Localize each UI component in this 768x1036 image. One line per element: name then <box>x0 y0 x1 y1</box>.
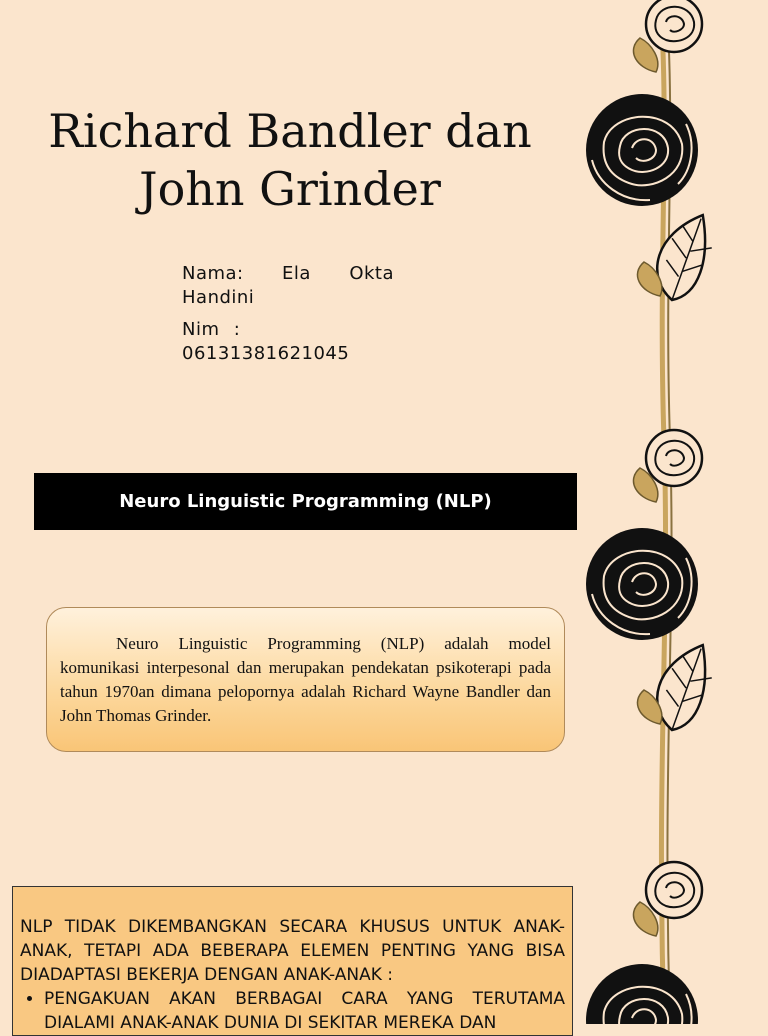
student-name <box>182 262 394 310</box>
section-banner <box>34 473 577 530</box>
title-line-2: John Grinder <box>139 162 441 216</box>
nim-separator: : <box>233 319 241 340</box>
name-label: Nama: <box>182 263 244 284</box>
definition-box <box>46 607 565 752</box>
note-list <box>20 987 565 1035</box>
name-word-3: Handini <box>182 287 255 308</box>
student-id <box>182 318 394 366</box>
note-lead: NLP TIDAK DIKEMBANGKAN SECARA KHUSUS UNTUK ANAK-ANAK, TETAPI ADA BEBERAPA ELEMEN PENTING YANG BISA DIADAPTASI BEKERJA DENGAN ANAK-ANAK : <box>20 917 565 985</box>
rose-decoration <box>580 0 768 1024</box>
page-title <box>40 102 540 218</box>
definition-text: Neuro Linguistic Programming (NLP) adalah model komunikasi interpesonal dan merupakan pendekatan psikoterapi pada tahun 1970an dimana pelopornya adalah Richard Wayne Bandler dan John Thomas Grinder. <box>60 634 551 725</box>
banner-text: Neuro Linguistic Programming (NLP) <box>119 491 492 512</box>
title-line-1: Richard Bandler dan <box>48 104 532 158</box>
name-word-1: Ela <box>282 263 311 284</box>
nim-value: 06131381621045 <box>182 343 350 364</box>
nim-label: Nim <box>182 319 220 340</box>
name-word-2: Okta <box>349 263 394 284</box>
note-box <box>12 886 573 1036</box>
note-bullet: • PENGAKUAN AKAN BERBAGAI CARA YANG TERUTAMA DIALAMI ANAK-ANAK DUNIA DI SEKITAR MEREKA DAN <box>44 987 565 1035</box>
